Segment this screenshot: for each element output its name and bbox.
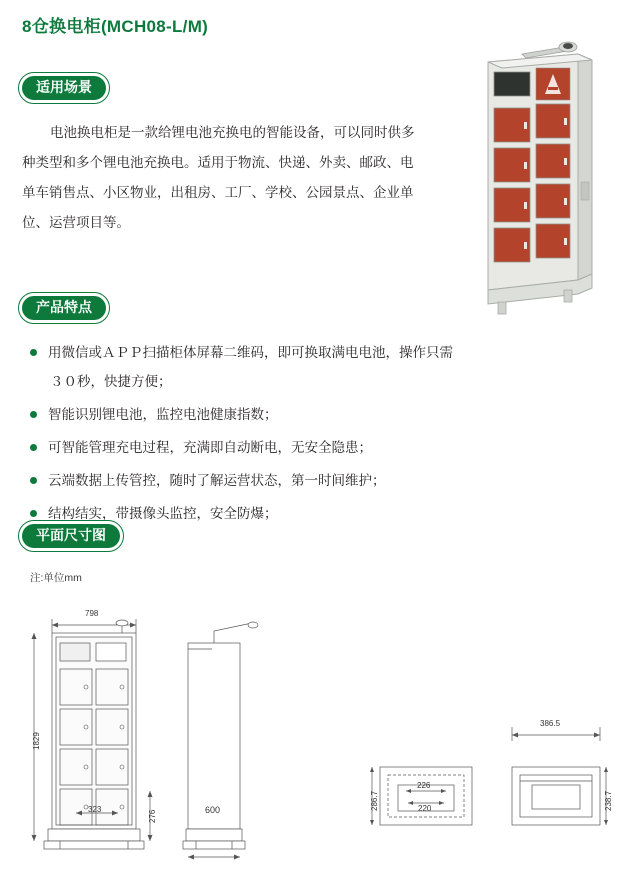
dimension-drawings: [0, 595, 630, 870]
bullet-dot-icon: [30, 477, 37, 484]
dim-plan-286-7: 286.7: [370, 790, 379, 811]
list-item: [26, 400, 496, 429]
dim-plan-386-5: 386.5: [540, 719, 561, 728]
list-item: [26, 338, 496, 396]
dim-base-width: 323: [88, 805, 102, 814]
list-item: [26, 433, 496, 462]
section-heading-features: [22, 296, 106, 320]
scenario-paragraph: 电池换电柜是一款给锂电池充换电的智能设备，可以同时供多种类型和多个锂电池充换电。适用于物流、快递、外卖、邮政、电单车销售点、小区物业，出租房、工厂、学校、公园景点、企业单位、运营项目等。: [22, 125, 415, 230]
scenario-heading-label: 适用场景: [22, 76, 106, 100]
dim-plan-220: 220: [418, 804, 432, 813]
dim-plan-238-7: 238.7: [604, 790, 613, 811]
dim-side-depth: 600: [205, 805, 221, 815]
dim-base-height: 276: [148, 809, 157, 823]
feature-line-1: 智能识别锂电池，监控电池健康指数；: [48, 407, 278, 422]
page-title: 8仓换电柜(MCH08-L/M): [22, 17, 209, 36]
bullet-dot-icon: [30, 444, 37, 451]
bullet-dot-icon: [30, 411, 37, 418]
features-heading-label: 产品特点: [22, 296, 106, 320]
features-list: [26, 338, 496, 532]
dim-front-width: 798: [85, 609, 99, 618]
section-heading-scenario: [22, 76, 106, 100]
dim-plan-226: 226: [417, 781, 431, 790]
dimensions-heading-label: 平面尺寸图: [22, 524, 120, 548]
bullet-dot-icon: [30, 510, 37, 517]
feature-line-1: 用微信或ＡＰＰ扫描柜体屏幕二维码，即可换取满电电池，操作只需: [48, 345, 453, 360]
feature-line-2: ３０秒，快捷方便；: [50, 374, 172, 389]
feature-line-1: 云端数据上传管控，随时了解运营状态，第一时间维护；: [48, 473, 386, 488]
feature-line-1: 结构结实，带摄像头监控，安全防爆；: [48, 506, 278, 521]
list-item: [26, 466, 496, 495]
section-heading-dimensions: [22, 524, 120, 548]
bullet-dot-icon: [30, 349, 37, 356]
product-photo: [452, 32, 612, 317]
feature-line-1: 可智能管理充电过程，充满即自动断电，无安全隐患；: [48, 440, 372, 455]
unit-note: 注:单位mm: [30, 572, 82, 584]
dim-front-height: 1829: [32, 732, 41, 750]
